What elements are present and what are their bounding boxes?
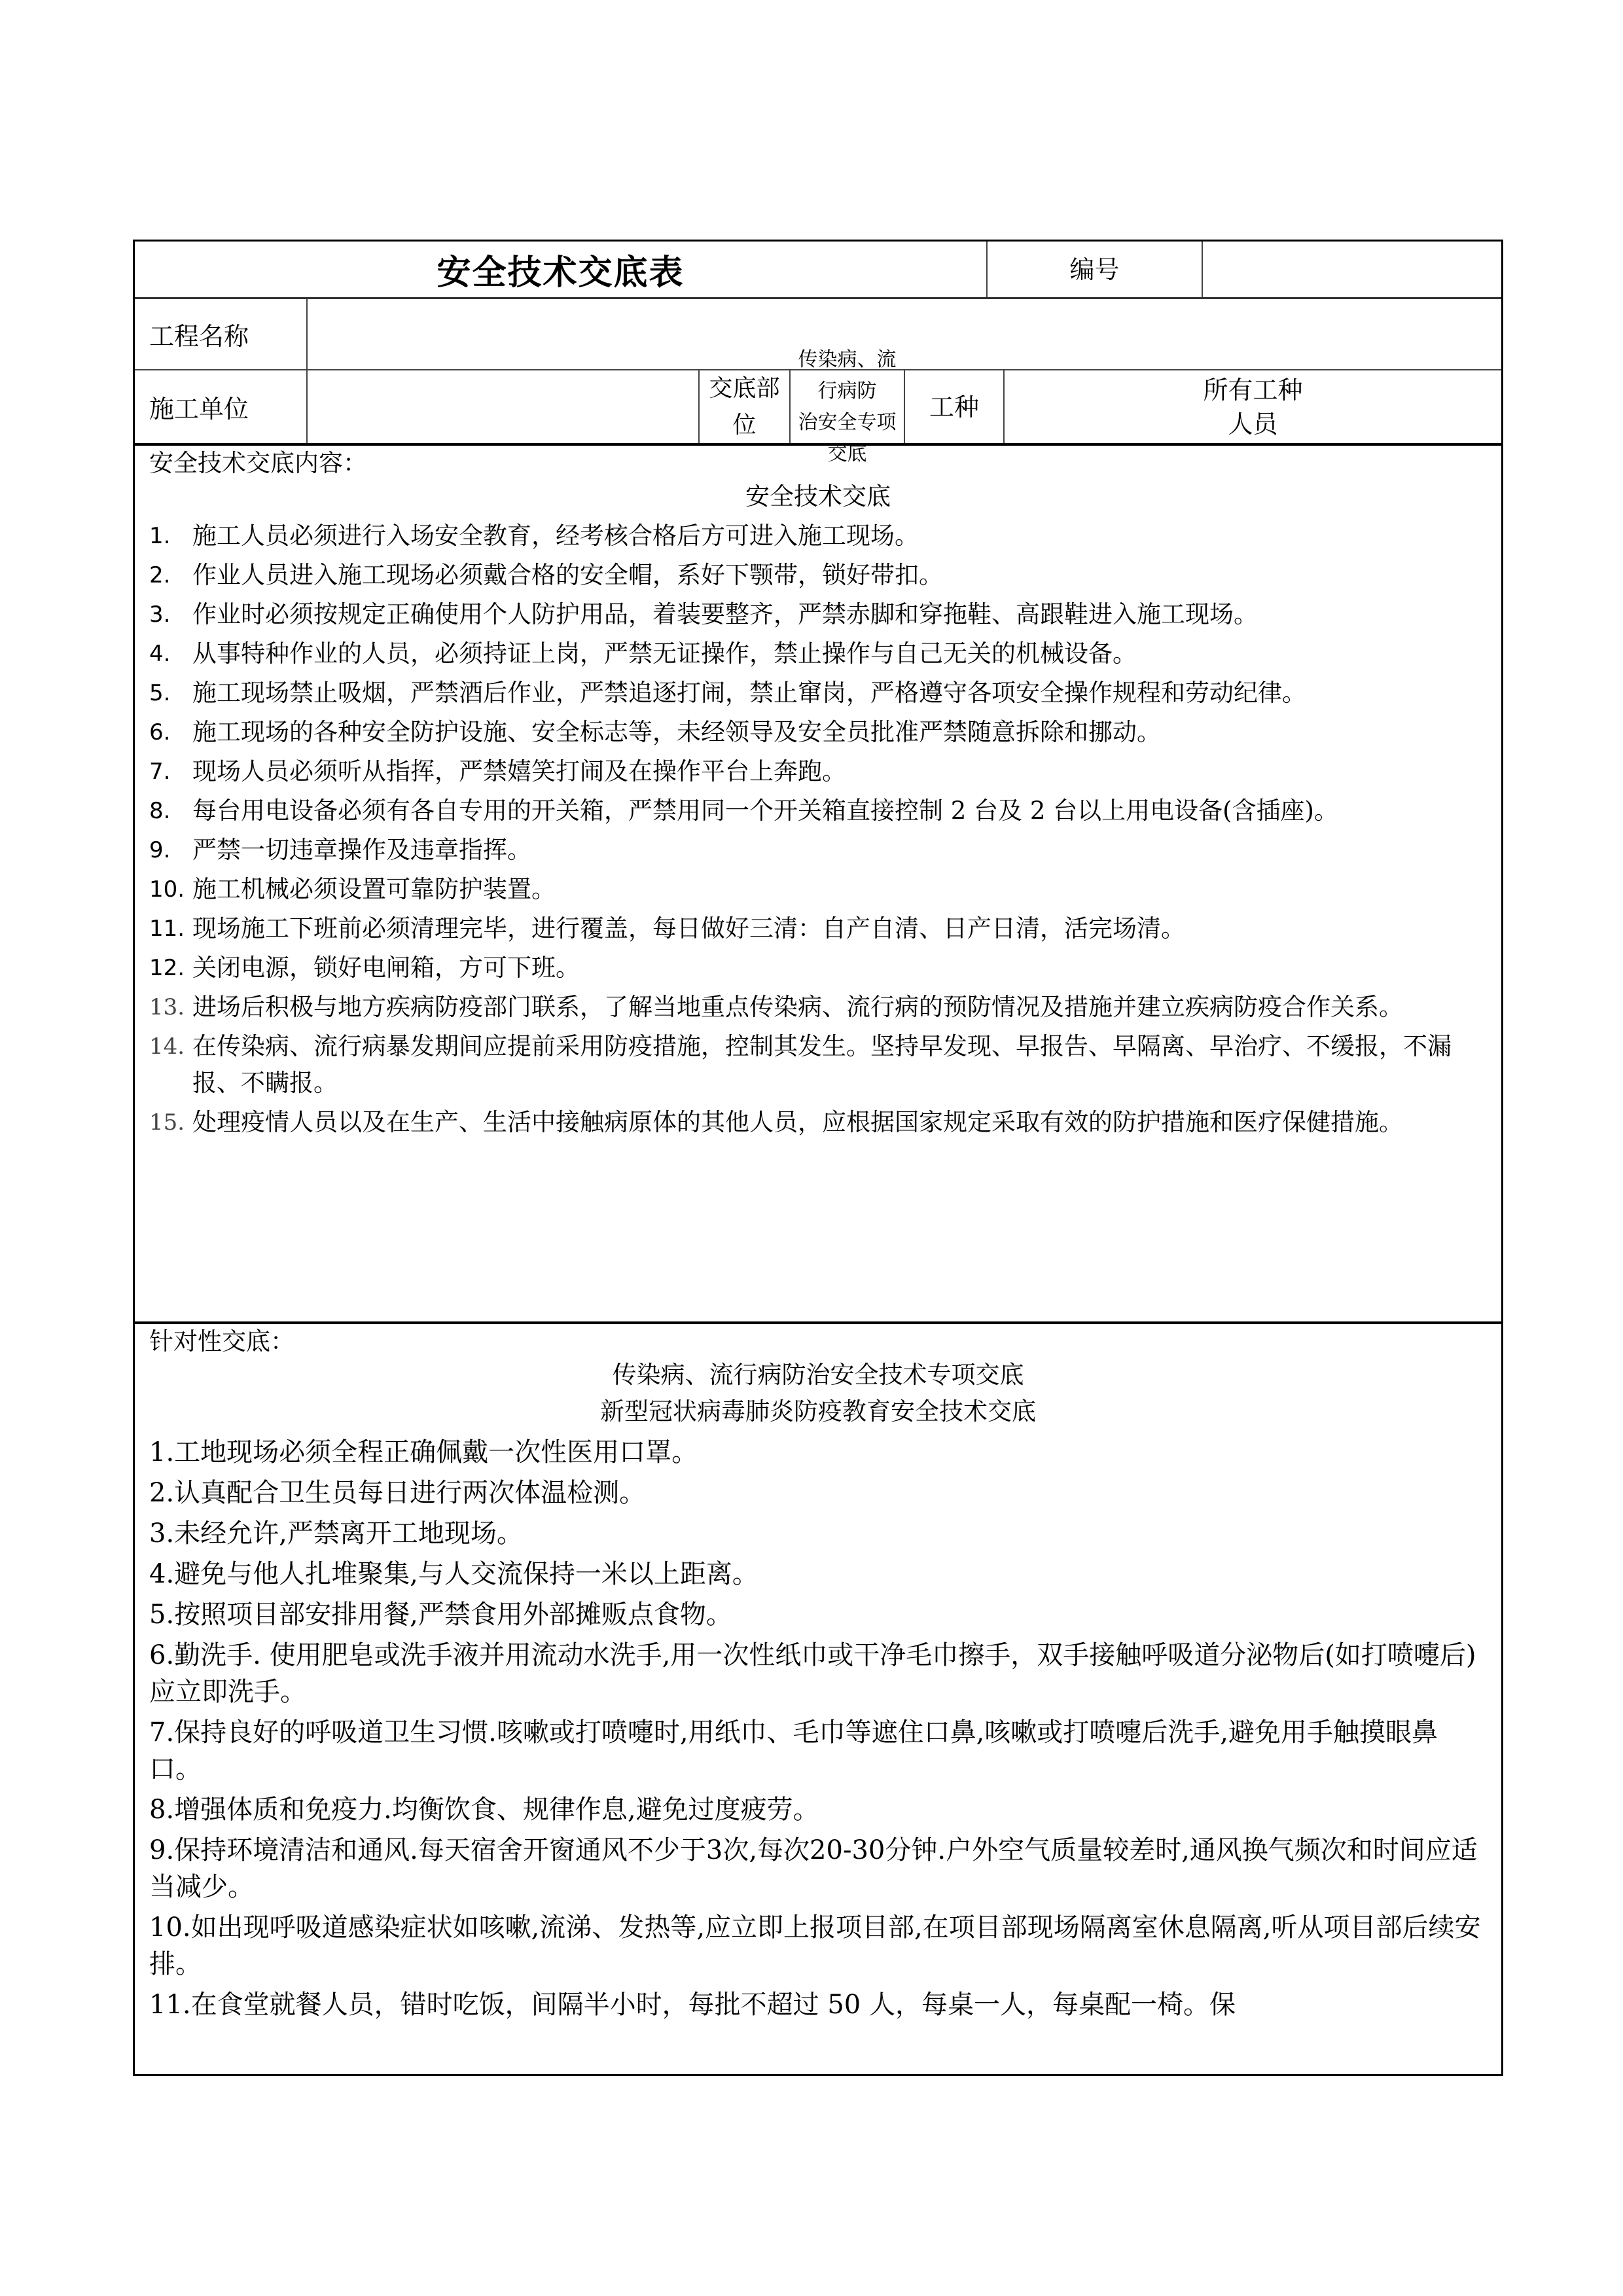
project-name-label: 工程名称 (149, 322, 249, 351)
specific-list-item: 8.增强体质和免疫力.均衡饮食、规律作息,避免过度疲劳。 (149, 1795, 819, 1825)
briefing-part-value-line1: 传染病、流行病防 (798, 348, 897, 403)
safety-briefing-form (133, 240, 1503, 2076)
general-list-item (149, 1104, 1487, 1141)
number-label: 编号 (1069, 255, 1120, 284)
item-text: 施工人员必须进行入场安全教育，经考核合格后方可进入施工现场。 (192, 522, 919, 550)
trade-value-line1: 所有工种 (1203, 375, 1303, 404)
item-number: 5. (149, 680, 171, 706)
general-list-item (149, 832, 1487, 869)
item-text: 在传染病、流行病暴发期间应提前采用防疫措施，控制其发生。坚持早发现、早报告、早隔离、早治疗、不缓报，不漏报、不瞒报。 (192, 1032, 1452, 1097)
item-number: 15. (149, 1109, 185, 1136)
item-text: 施工现场禁止吸烟，严禁酒后作业，严禁追逐打闹，禁止窜岗，严格遵守各项安全操作规程和劳动纪律。 (192, 679, 1306, 707)
title-cell (135, 242, 988, 297)
briefing-part-value-line2: 治安全专项交底 (798, 410, 897, 465)
trade-value-line2: 人员 (1228, 409, 1278, 439)
briefing-part-label: 交底部位 (709, 374, 780, 439)
general-list-item (149, 871, 1487, 908)
item-number: 11. (149, 916, 185, 942)
item-text: 作业人员进入施工现场必须戴合格的安全帽，系好下颚带，锁好带扣。 (192, 561, 943, 589)
general-section-heading: 安全技术交底 (745, 482, 891, 511)
item-text: 施工机械必须设置可靠防护装置。 (192, 875, 556, 903)
item-number: 8. (149, 798, 171, 824)
construction-unit-label: 施工单位 (149, 395, 249, 423)
specific-heading-2: 新型冠状病毒肺炎防疫教育安全技术交底 (600, 1397, 1036, 1426)
specific-list-item: 5.按照项目部安排用餐,严禁食用外部摊贩点食物。 (149, 1600, 732, 1630)
project-name-field[interactable] (308, 299, 1501, 369)
part-label-cell (700, 370, 791, 443)
form-title: 安全技术交底表 (437, 253, 685, 293)
item-text: 严禁一切违章操作及违章指挥。 (192, 836, 531, 864)
trade-label-cell (905, 370, 1005, 443)
item-number: 7. (149, 759, 171, 785)
general-list-item (149, 518, 1487, 554)
general-list-item (149, 793, 1487, 829)
construction-unit-field[interactable] (308, 370, 700, 443)
item-number: 14. (149, 1033, 185, 1060)
item-text: 现场人员必须听从指挥，严禁嬉笑打闹及在操作平台上奔跑。 (192, 757, 846, 785)
item-number: 13. (149, 994, 185, 1020)
general-list-item (149, 636, 1487, 672)
item-number: 10. (149, 876, 185, 903)
general-list-item (149, 675, 1487, 711)
specific-list-item: 10.如出现呼吸道感染症状如咳嗽,流涕、发热等,应立即上报项目部,在项目部现场隔离室休息隔离,听从项目部后续安排。 (149, 1912, 1481, 1979)
general-list-item (149, 596, 1487, 633)
item-text: 从事特种作业的人员，必须持证上岗，严禁无证操作，禁止操作与自己无关的机械设备。 (192, 639, 1137, 668)
item-text: 施工现场的各种安全防护设施、安全标志等，未经领导及安全员批准严禁随意拆除和挪动。 (192, 718, 1161, 746)
title-row (135, 242, 1501, 299)
general-list-item (149, 950, 1487, 986)
item-text: 每台用电设备必须有各自专用的开关箱，严禁用同一个开关箱直接控制 2 台及 2 台以上用电设备(含插座)。 (192, 797, 1338, 825)
general-list-item (149, 910, 1487, 947)
specific-list-item: 4.避免与他人扎堆聚集,与人交流保持一米以上距离。 (149, 1559, 758, 1589)
specific-list-item: 6.勤洗手. 使用肥皂或洗手液并用流动水洗手,用一次性纸巾或干净毛巾擦手，双手接触呼吸道分泌物后(如打喷嚏后)应立即洗手。 (149, 1640, 1476, 1707)
specific-heading-1: 传染病、流行病防治安全技术专项交底 (612, 1361, 1024, 1389)
number-value-cell[interactable] (1203, 242, 1501, 297)
item-number: 6. (149, 719, 171, 745)
item-number: 12. (149, 955, 185, 981)
item-number: 3. (149, 601, 171, 628)
specific-list-item: 1.工地现场必须全程正确佩戴一次性医用口罩。 (149, 1437, 698, 1467)
specific-section-label: 针对性交底： (149, 1327, 294, 1355)
item-text: 处理疫情人员以及在生产、生活中接触病原体的其他人员，应根据国家规定采取有效的防护措施和医疗保健措施。 (192, 1108, 1403, 1136)
specific-list-item: 9.保持环境清洁和通风.每天宿舍开窗通风不少于3次,每次20-30分钟.户外空气质量较差时,通风换气频次和时间应适当减少。 (149, 1835, 1478, 1902)
general-list-item (149, 714, 1487, 751)
project-label-cell (135, 299, 308, 369)
general-list-item (149, 989, 1487, 1026)
part-value-cell[interactable] (791, 348, 905, 465)
unit-label-cell (135, 370, 308, 443)
item-number: 4. (149, 641, 171, 667)
general-section-label: 安全技术交底内容： (149, 449, 367, 477)
specific-list-item: 11.在食堂就餐人员，错时吃饭，间隔半小时，每批不超过 50 人，每桌一人，每桌配一椅。保 (149, 1990, 1236, 2020)
item-number: 2. (149, 562, 171, 588)
specific-items-list (149, 1434, 1487, 2023)
item-text: 进场后积极与地方疾病防疫部门联系，了解当地重点传染病、流行病的预防情况及措施并建立疾病防疫合作关系。 (192, 993, 1403, 1021)
specific-list-item: 7.保持良好的呼吸道卫生习惯.咳嗽或打喷嚏时,用纸巾、毛巾等遮住口鼻,咳嗽或打喷嚏后洗手,避免用手触摸眼鼻口。 (149, 1717, 1438, 1784)
general-briefing-section (135, 446, 1501, 1324)
item-text: 关闭电源，锁好电闸箱，方可下班。 (192, 954, 580, 982)
general-list-item (149, 753, 1487, 790)
item-text: 作业时必须按规定正确使用个人防护用品，着装要整齐，严禁赤脚和穿拖鞋、高跟鞋进入施工现场。 (192, 600, 1258, 628)
general-list-item (149, 1028, 1487, 1102)
specific-list-item: 3.未经允许,严禁离开工地现场。 (149, 1518, 523, 1549)
item-text: 现场施工下班前必须清理完毕，进行覆盖，每日做好三清：自产自清、日产日清，活完场清。 (192, 914, 1185, 942)
trade-value-cell[interactable] (1005, 370, 1501, 443)
specific-list-item: 2.认真配合卫生员每日进行两次体温检测。 (149, 1478, 646, 1508)
item-number: 9. (149, 837, 171, 863)
general-list-item (149, 557, 1487, 594)
number-label-cell (988, 242, 1203, 297)
trade-label: 工种 (929, 392, 979, 422)
specific-briefing-section (135, 1324, 1501, 2074)
general-items-list (149, 518, 1487, 1141)
item-number: 1. (149, 523, 171, 549)
